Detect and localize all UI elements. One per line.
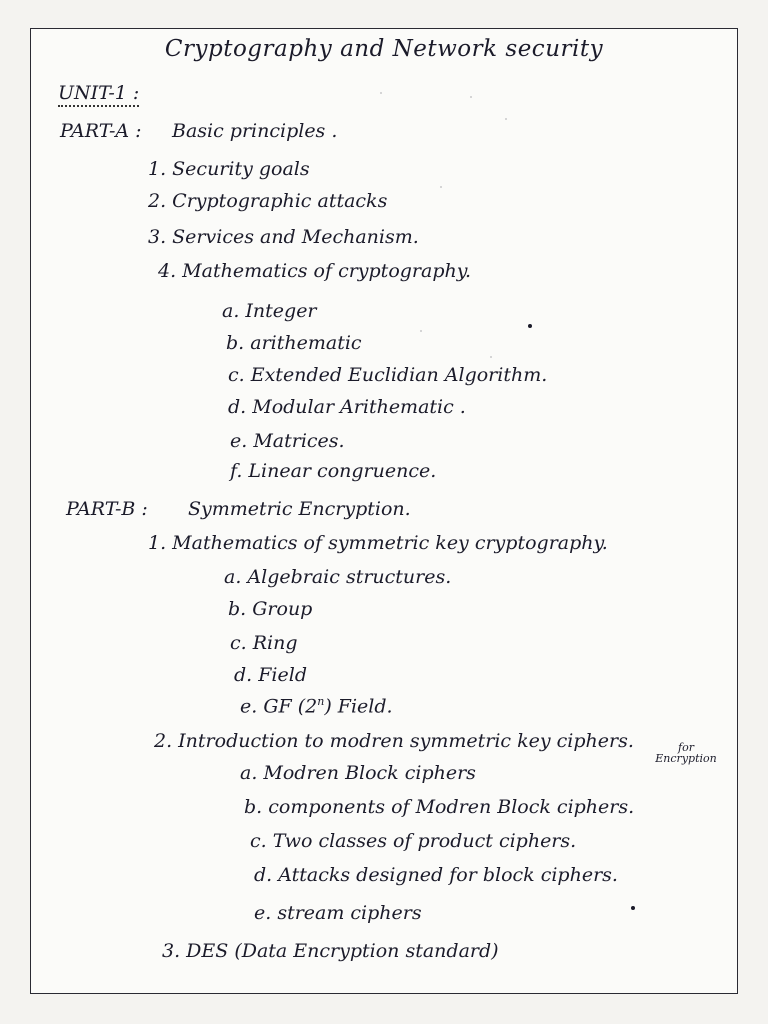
part-b-item-1-sub-d: d. Field — [234, 664, 307, 686]
unit-label: UNIT-1 : — [58, 82, 139, 107]
part-b-heading: Symmetric Encryption. — [188, 498, 411, 520]
gf-exponent: n — [317, 695, 325, 708]
part-a-subitem-e: e. Matrices. — [230, 430, 345, 452]
part-b-item-1-sub-c: c. Ring — [230, 632, 298, 654]
part-a-label: PART-A : — [60, 120, 142, 142]
part-a-item-1: 1. Security goals — [148, 158, 310, 180]
part-a-item-3: 3. Services and Mechanism. — [148, 226, 419, 248]
paper-smudge — [505, 118, 507, 120]
part-b-item-1: 1. Mathematics of symmetric key cryptography. — [148, 532, 608, 554]
gf-prefix: e. GF (2 — [240, 695, 318, 718]
unit-heading — [58, 84, 139, 103]
part-b-item-2-sub-c: c. Two classes of product ciphers. — [250, 830, 577, 852]
part-a-subitem-f: f. Linear congruence. — [230, 460, 437, 482]
margin-note — [636, 742, 736, 764]
paper-smudge — [470, 96, 472, 98]
part-b-item-1-sub-b: b. Group — [228, 598, 313, 620]
ink-dot — [631, 906, 635, 910]
gf-suffix: ) Field. — [324, 695, 393, 718]
part-a-item-2: 2. Cryptographic attacks — [148, 190, 388, 212]
part-b-item-2-sub-d: d. Attacks designed for block ciphers. — [254, 864, 618, 886]
part-b-item-2-sub-a: a. Modren Block ciphers — [240, 762, 476, 784]
paper-smudge — [490, 356, 492, 358]
paper-smudge — [380, 92, 382, 94]
part-b-item-2: 2. Introduction to modren symmetric key ciphers. — [154, 730, 634, 752]
part-b-item-2-sub-e: e. stream ciphers — [254, 902, 422, 924]
paper-smudge — [440, 186, 442, 188]
part-a-subitem-c: c. Extended Euclidian Algorithm. — [228, 364, 548, 386]
part-a-subitem-b: b. arithematic — [226, 332, 362, 354]
part-a-subitem-d: d. Modular Arithematic . — [228, 396, 466, 418]
part-b-item-1-sub-e — [240, 696, 393, 716]
margin-note-line-2: Encryption — [655, 752, 717, 765]
ink-dot — [528, 324, 532, 328]
part-a-item-4: 4. Mathematics of cryptography. — [158, 260, 471, 282]
part-b-item-3: 3. DES (Data Encryption standard) — [162, 940, 499, 962]
margin-note-line-1: for — [678, 741, 694, 754]
part-b-item-1-sub-a: a. Algebraic structures. — [224, 566, 452, 588]
part-b-item-2-sub-b: b. components of Modren Block ciphers. — [244, 796, 635, 818]
part-a-heading: Basic principles . — [172, 120, 338, 142]
part-a-subitem-a: a. Integer — [222, 300, 317, 322]
page-title: Cryptography and Network security — [164, 36, 604, 62]
part-b-label: PART-B : — [66, 498, 148, 520]
paper-smudge — [420, 330, 422, 332]
